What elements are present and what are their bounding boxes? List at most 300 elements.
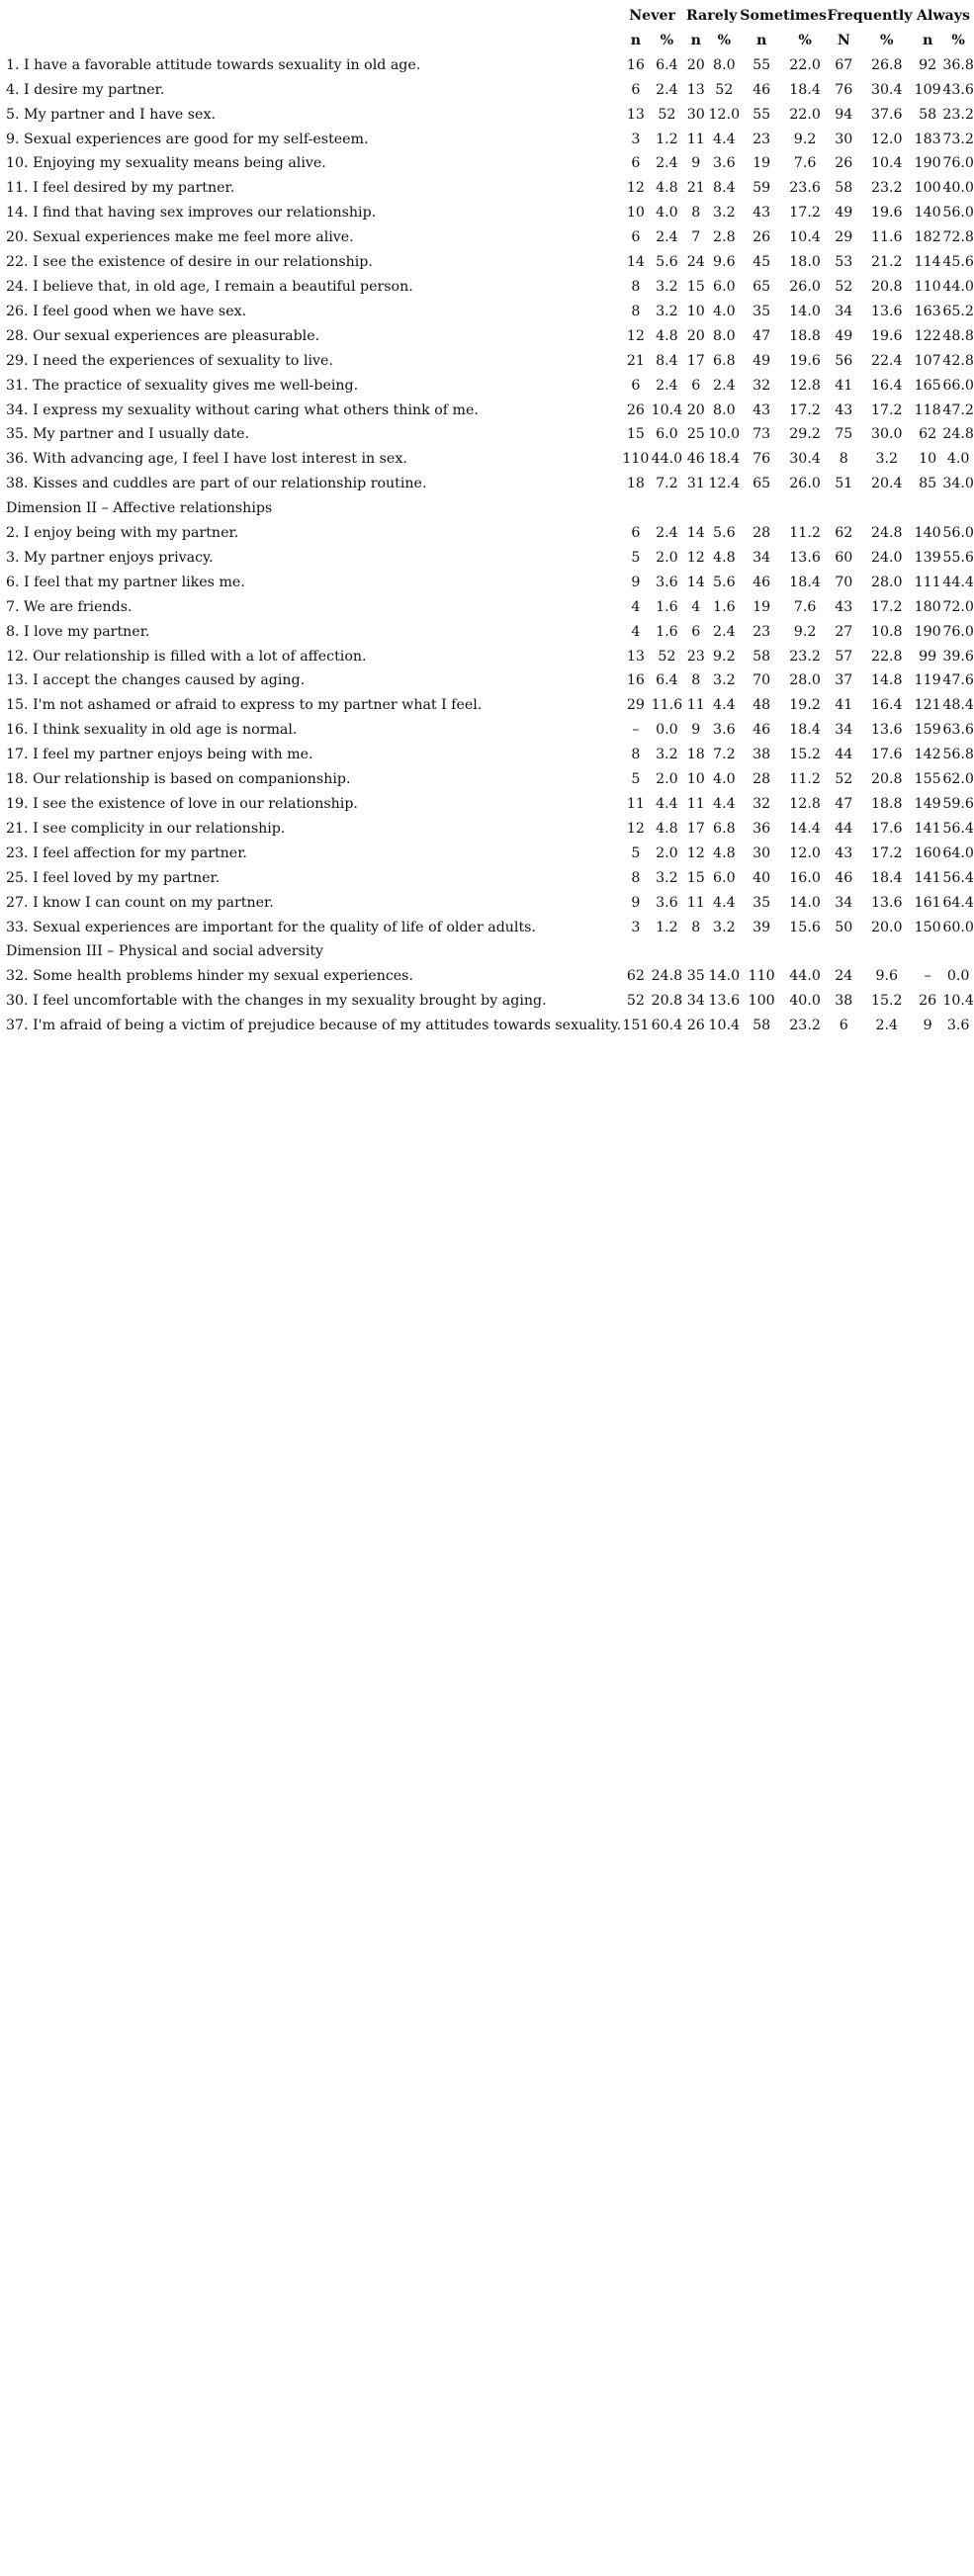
percent-cell: 6.4: [656, 672, 678, 689]
percent-cell: 18.0: [789, 254, 821, 271]
table-row: [6, 422, 974, 447]
count-cell: 5: [631, 549, 641, 566]
count-cell: 114: [914, 254, 941, 271]
count-cell: 19: [753, 155, 771, 172]
percent-cell: 9.2: [713, 648, 736, 665]
count-cell: 52: [626, 993, 645, 1010]
percent-cell: 4.8: [713, 844, 736, 861]
percent-cell: 12.0: [789, 844, 821, 861]
count-cell: 11: [686, 131, 705, 147]
percent-cell: 20.0: [870, 919, 903, 935]
count-cell: 9: [691, 155, 701, 172]
count-cell: 52: [835, 771, 853, 788]
header-always: Always: [916, 8, 970, 24]
percent-cell: 12.8: [789, 377, 821, 394]
table-row: [6, 743, 974, 767]
percent-cell: 4.0: [946, 451, 970, 468]
percent-cell: 48.4: [942, 697, 974, 714]
count-cell: 10: [686, 771, 705, 788]
percent-cell: 17.2: [870, 401, 903, 418]
percent-cell: 4.0: [713, 303, 736, 319]
count-cell: 46: [686, 451, 705, 468]
count-cell: 99: [919, 648, 937, 665]
count-cell: 11: [686, 894, 705, 911]
count-cell: 38: [753, 747, 771, 763]
count-cell: 28: [753, 771, 771, 788]
count-cell: 73: [753, 426, 771, 443]
count-cell: 6: [631, 155, 641, 172]
percent-cell: 18.4: [708, 451, 741, 468]
percent-cell: 12.0: [708, 106, 741, 123]
count-cell: 17: [686, 820, 705, 837]
percent-cell: 66.0: [942, 377, 974, 394]
count-cell: 163: [914, 303, 941, 319]
count-cell: 18: [686, 747, 705, 763]
count-cell: 110: [748, 968, 775, 985]
table-row: [6, 964, 974, 989]
item-label: 9. Sexual experiences are good for my self-esteem.: [6, 131, 369, 147]
percent-cell: 2.0: [656, 549, 678, 566]
percent-cell: 56.8: [942, 747, 974, 763]
count-cell: 21: [626, 352, 645, 369]
count-cell: 190: [914, 155, 941, 172]
item-label: 6. I feel that my partner likes me.: [6, 574, 245, 590]
count-cell: 58: [835, 180, 853, 197]
percent-cell: 3.6: [946, 1018, 970, 1034]
item-label: 16. I think sexuality in old age is normal.: [6, 722, 298, 739]
percent-cell: 2.4: [656, 81, 678, 98]
percent-cell: 18.8: [789, 327, 821, 344]
percent-cell: 3.6: [656, 574, 678, 590]
count-cell: 19: [753, 598, 771, 615]
percent-cell: 15.2: [870, 993, 903, 1010]
count-cell: 10: [919, 451, 937, 468]
count-cell: 9: [923, 1018, 932, 1034]
count-cell: 35: [753, 894, 771, 911]
count-cell: 40: [753, 869, 771, 886]
count-cell: 149: [914, 796, 941, 812]
count-cell: 4: [631, 623, 641, 640]
count-cell: 190: [914, 623, 941, 640]
table-row: [6, 447, 974, 472]
percent-cell: 72.0: [942, 598, 974, 615]
percent-cell: 0.0: [946, 968, 970, 985]
percent-cell: 64.0: [942, 844, 974, 861]
percent-cell: 4.8: [656, 327, 678, 344]
count-cell: 35: [753, 303, 771, 319]
percent-cell: 43.6: [942, 81, 974, 98]
subheader-percent: %: [879, 32, 894, 48]
count-cell: 8: [631, 747, 641, 763]
percent-cell: 14.8: [870, 672, 903, 689]
percent-cell: 22.0: [789, 106, 821, 123]
count-cell: 43: [753, 401, 771, 418]
percent-cell: 73.2: [942, 131, 974, 147]
percent-cell: 13.6: [870, 303, 903, 319]
percent-cell: 37.6: [870, 106, 903, 123]
count-cell: 35: [686, 968, 705, 985]
table-row: [6, 399, 974, 423]
percent-cell: 42.8: [942, 352, 974, 369]
percent-cell: 8.4: [713, 180, 736, 197]
count-cell: 29: [626, 697, 645, 714]
percent-cell: 52: [658, 106, 676, 123]
table-row: [6, 374, 974, 399]
item-label: 21. I see complicity in our relationship.: [6, 820, 286, 837]
item-label: 8. I love my partner.: [6, 623, 150, 640]
count-cell: 55: [753, 106, 771, 123]
table-row: [6, 275, 974, 300]
percent-cell: 29.2: [789, 426, 821, 443]
count-cell: 55: [753, 56, 771, 73]
subheader-percent: %: [798, 32, 812, 48]
item-label: 34. I express my sexuality without caring what others think of me.: [6, 401, 479, 418]
percent-cell: 8.0: [713, 56, 736, 73]
percent-cell: 10.4: [942, 993, 974, 1010]
percent-cell: 6.0: [656, 426, 678, 443]
count-cell: 13: [626, 648, 645, 665]
percent-cell: 19.6: [870, 327, 903, 344]
count-cell: 10: [626, 205, 645, 222]
percent-cell: 52: [715, 81, 734, 98]
count-cell: 3: [631, 919, 641, 935]
percent-cell: 28.0: [789, 672, 821, 689]
count-cell: 110: [914, 278, 941, 295]
frequency-table: [6, 4, 974, 1038]
percent-cell: 10.4: [708, 1018, 741, 1034]
percent-cell: 16.4: [870, 377, 903, 394]
count-cell: 52: [835, 278, 853, 295]
count-cell: –: [924, 968, 931, 985]
count-cell: 44: [835, 747, 853, 763]
item-label: 29. I need the experiences of sexuality to live.: [6, 352, 333, 369]
item-label: 32. Some health problems hinder my sexual experiences.: [6, 968, 413, 985]
percent-cell: 18.8: [870, 796, 903, 812]
percent-cell: 24.0: [870, 549, 903, 566]
count-cell: 17: [686, 352, 705, 369]
count-cell: 6: [631, 525, 641, 542]
count-cell: 51: [835, 476, 853, 492]
table-row: [6, 78, 974, 103]
table-row: [6, 53, 974, 78]
count-cell: 67: [835, 56, 853, 73]
percent-cell: 17.2: [789, 401, 821, 418]
table-row: [6, 349, 974, 374]
count-cell: 10: [686, 303, 705, 319]
percent-cell: 18.4: [789, 574, 821, 590]
percent-cell: 17.2: [789, 205, 821, 222]
percent-cell: 65.2: [942, 303, 974, 319]
percent-cell: 64.4: [942, 894, 974, 911]
count-cell: 43: [835, 401, 853, 418]
count-cell: 37: [835, 672, 853, 689]
percent-cell: 44.4: [942, 574, 974, 590]
count-cell: 182: [914, 229, 941, 246]
percent-cell: 3.2: [713, 919, 736, 935]
count-cell: 9: [631, 894, 641, 911]
percent-cell: 52: [658, 648, 676, 665]
count-cell: 12: [626, 327, 645, 344]
percent-cell: 24.8: [942, 426, 974, 443]
count-cell: 25: [686, 426, 705, 443]
percent-cell: 17.6: [870, 820, 903, 837]
count-cell: 36: [753, 820, 771, 837]
percent-cell: 6.0: [713, 278, 736, 295]
percent-cell: 2.0: [656, 844, 678, 861]
count-cell: 141: [914, 869, 941, 886]
count-cell: 48: [753, 697, 771, 714]
count-cell: 47: [753, 327, 771, 344]
percent-cell: 9.2: [793, 623, 817, 640]
percent-cell: 2.4: [713, 623, 736, 640]
count-cell: 43: [835, 844, 853, 861]
count-cell: 34: [835, 894, 853, 911]
item-label: 36. With advancing age, I feel I have lost interest in sex.: [6, 451, 407, 468]
count-cell: 26: [919, 993, 937, 1010]
count-cell: 43: [835, 598, 853, 615]
count-cell: 70: [835, 574, 853, 590]
item-label: 31. The practice of sexuality gives me well-being.: [6, 377, 359, 394]
table-row: [6, 128, 974, 152]
count-cell: 58: [753, 1018, 771, 1034]
count-cell: 9: [631, 574, 641, 590]
percent-cell: 13.6: [708, 993, 741, 1010]
count-cell: 62: [626, 968, 645, 985]
percent-cell: 10.8: [870, 623, 903, 640]
percent-cell: 7.6: [793, 155, 817, 172]
item-label: 5. My partner and I have sex.: [6, 106, 216, 123]
table-row: [6, 201, 974, 225]
percent-cell: 40.0: [942, 180, 974, 197]
percent-cell: 3.2: [656, 278, 678, 295]
percent-cell: 30.4: [789, 451, 821, 468]
item-label: 19. I see the existence of love in our relationship.: [6, 796, 358, 812]
count-cell: 8: [631, 869, 641, 886]
percent-cell: 4.4: [713, 796, 736, 812]
count-cell: 11: [686, 796, 705, 812]
percent-cell: 26.0: [789, 278, 821, 295]
percent-cell: 30.4: [870, 81, 903, 98]
percent-cell: 36.8: [942, 56, 974, 73]
count-cell: 16: [626, 672, 645, 689]
percent-cell: 6.4: [656, 56, 678, 73]
subheader-n: N: [837, 32, 850, 48]
table-row: [6, 546, 974, 571]
count-cell: 46: [753, 722, 771, 739]
percent-cell: 48.8: [942, 327, 974, 344]
count-cell: 107: [914, 352, 941, 369]
count-cell: 12: [626, 820, 645, 837]
count-cell: 12: [626, 180, 645, 197]
percent-cell: 8.0: [713, 327, 736, 344]
item-label: 2. I enjoy being with my partner.: [6, 525, 239, 542]
count-cell: 92: [919, 56, 937, 73]
count-cell: 26: [753, 229, 771, 246]
percent-cell: 7.2: [656, 476, 678, 492]
item-label: 37. I'm afraid of being a victim of prejudice because of my attitudes towards sexuality.: [6, 1018, 622, 1034]
count-cell: 75: [835, 426, 853, 443]
count-cell: 8: [691, 919, 701, 935]
percent-cell: 56.4: [942, 869, 974, 886]
percent-cell: 6.0: [713, 869, 736, 886]
percent-cell: 76.0: [942, 155, 974, 172]
percent-cell: 2.4: [656, 229, 678, 246]
percent-cell: 0.0: [656, 722, 678, 739]
item-label: 1. I have a favorable attitude towards sexuality in old age.: [6, 56, 421, 73]
percent-cell: 19.6: [870, 205, 903, 222]
percent-cell: 62.0: [942, 771, 974, 788]
percent-cell: 20.8: [870, 771, 903, 788]
percent-cell: 2.0: [656, 771, 678, 788]
count-cell: 94: [835, 106, 853, 123]
count-cell: 23: [686, 648, 705, 665]
count-cell: 56: [835, 352, 853, 369]
count-cell: 41: [835, 377, 853, 394]
table-row: [6, 916, 974, 940]
percent-cell: 19.2: [789, 697, 821, 714]
table-row: [6, 668, 974, 693]
count-cell: 13: [686, 81, 705, 98]
percent-cell: 10.4: [870, 155, 903, 172]
percent-cell: 10.4: [789, 229, 821, 246]
count-cell: 43: [753, 205, 771, 222]
count-cell: 8: [691, 205, 701, 222]
percent-cell: 60.0: [942, 919, 974, 935]
percent-cell: 72.8: [942, 229, 974, 246]
percent-cell: 3.2: [656, 869, 678, 886]
count-cell: 12: [686, 844, 705, 861]
percent-cell: 13.6: [789, 549, 821, 566]
table-row: [6, 792, 974, 817]
count-cell: 140: [914, 525, 941, 542]
count-cell: 29: [835, 229, 853, 246]
percent-cell: 11.2: [789, 525, 821, 542]
subheader-percent: %: [951, 32, 965, 48]
count-cell: 34: [753, 549, 771, 566]
percent-cell: 7.6: [793, 598, 817, 615]
count-cell: 58: [919, 106, 937, 123]
percent-cell: 24.8: [651, 968, 683, 985]
count-cell: 26: [626, 401, 645, 418]
table-row: [6, 718, 974, 743]
count-cell: 3: [631, 131, 641, 147]
count-cell: 49: [835, 327, 853, 344]
count-cell: 30: [753, 844, 771, 861]
count-cell: 57: [835, 648, 853, 665]
percent-cell: 55.6: [942, 549, 974, 566]
count-cell: 151: [622, 1018, 650, 1034]
item-label: 28. Our sexual experiences are pleasurable.: [6, 327, 320, 344]
percent-cell: 12.0: [870, 131, 903, 147]
count-cell: 139: [914, 549, 941, 566]
percent-cell: 16.0: [789, 869, 821, 886]
table-row: [6, 571, 974, 595]
count-cell: 121: [914, 697, 941, 714]
header-sometimes: Sometimes: [740, 8, 827, 24]
item-label: 23. I feel affection for my partner.: [6, 844, 247, 861]
count-cell: 8: [631, 303, 641, 319]
table-row: [6, 891, 974, 916]
percent-cell: 2.4: [656, 525, 678, 542]
count-cell: 5: [631, 844, 641, 861]
percent-cell: 2.4: [713, 377, 736, 394]
count-cell: 142: [914, 747, 941, 763]
item-label: 17. I feel my partner enjoys being with me.: [6, 747, 313, 763]
item-label: 3. My partner enjoys privacy.: [6, 549, 214, 566]
subheader-n: n: [756, 32, 767, 48]
count-cell: 21: [686, 180, 705, 197]
percent-cell: 4.8: [656, 180, 678, 197]
percent-cell: 17.2: [870, 598, 903, 615]
item-label: 33. Sexual experiences are important for the quality of life of older adults.: [6, 919, 536, 935]
table-row: [6, 300, 974, 324]
percent-cell: 3.2: [713, 672, 736, 689]
percent-cell: 44.0: [942, 278, 974, 295]
percent-cell: 47.6: [942, 672, 974, 689]
percent-cell: 2.8: [713, 229, 736, 246]
percent-cell: 44.0: [651, 451, 683, 468]
percent-cell: 8.4: [656, 352, 678, 369]
count-cell: 6: [631, 229, 641, 246]
percent-cell: 3.6: [713, 722, 736, 739]
percent-cell: 10.4: [651, 401, 683, 418]
table-row: [6, 1014, 974, 1038]
percent-cell: 40.0: [789, 993, 821, 1010]
percent-cell: 2.4: [875, 1018, 899, 1034]
count-cell: 13: [626, 106, 645, 123]
count-cell: 183: [914, 131, 941, 147]
item-label: 4. I desire my partner.: [6, 81, 165, 98]
item-label: 11. I feel desired by my partner.: [6, 180, 235, 197]
percent-cell: 15.6: [789, 919, 821, 935]
percent-cell: 7.2: [713, 747, 736, 763]
table-row: [6, 472, 974, 496]
percent-cell: 14.4: [789, 820, 821, 837]
percent-cell: 4.8: [656, 820, 678, 837]
percent-cell: 22.8: [870, 648, 903, 665]
item-label: 26. I feel good when we have sex.: [6, 303, 247, 319]
table-row: [6, 989, 974, 1014]
count-cell: 60: [835, 549, 853, 566]
item-label: 27. I know I can count on my partner.: [6, 894, 274, 911]
percent-cell: 3.2: [656, 303, 678, 319]
count-cell: 65: [753, 278, 771, 295]
percent-cell: 23.2: [870, 180, 903, 197]
count-cell: 23: [753, 131, 771, 147]
count-cell: 159: [914, 722, 941, 739]
count-cell: 47: [835, 796, 853, 812]
section-heading: Dimension II – Affective relationships: [6, 500, 273, 517]
subheader-row: [6, 29, 974, 53]
percent-cell: 63.6: [942, 722, 974, 739]
table-row: [6, 620, 974, 645]
table-row: [6, 151, 974, 176]
percent-cell: 59.6: [942, 796, 974, 812]
table-row: [6, 842, 974, 866]
percent-cell: 22.0: [789, 56, 821, 73]
count-cell: 8: [691, 672, 701, 689]
percent-cell: 12.4: [708, 476, 741, 492]
item-label: 30. I feel uncomfortable with the changes in my sexuality brought by aging.: [6, 993, 547, 1010]
count-cell: 20: [686, 327, 705, 344]
section-row: [6, 496, 974, 521]
item-label: 7. We are friends.: [6, 598, 133, 615]
count-cell: 46: [753, 81, 771, 98]
percent-cell: 23.2: [789, 648, 821, 665]
count-cell: 161: [914, 894, 941, 911]
count-cell: 8: [631, 278, 641, 295]
percent-cell: 18.4: [870, 869, 903, 886]
